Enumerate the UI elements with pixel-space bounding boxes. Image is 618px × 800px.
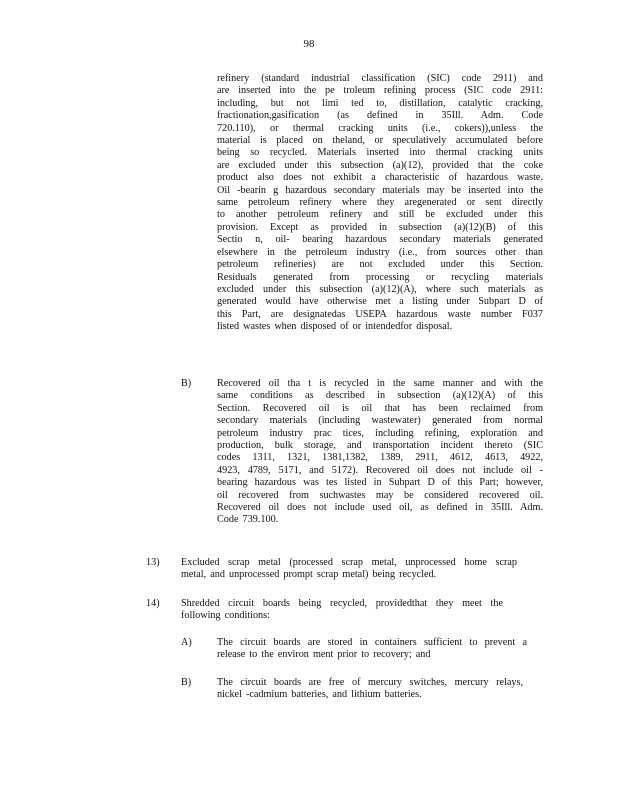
text-line: production, bulk storage, and transportation incident thereto (SIC xyxy=(217,440,543,452)
text-line: The circuit boards are free of mercury switches, mercury relays, xyxy=(217,677,523,688)
text-line: same petroleum refinery where they aregenerated or sent directly xyxy=(217,197,543,209)
text-line: fractionation,gasification (as defined in 35Ill. Adm. Code xyxy=(217,110,543,122)
text-line: petroleum industry prac tices, including refining, exploration and xyxy=(217,427,543,439)
text-line: this Part, are designatedas USEPA hazardous waste number F037 xyxy=(217,308,543,320)
text-line: including, but not limi ted to, distillation, catalytic cracking, xyxy=(217,97,543,109)
text-line: nickel -cadmium batteries, and lithium batteries. xyxy=(217,689,422,701)
text-line: are excluded under this subsection (a)(12), provided that the coke xyxy=(217,159,543,171)
text-line: Shredded circuit boards being recycled, providedthat they meet the xyxy=(181,598,503,609)
item-13-marker: 13) xyxy=(146,557,160,568)
page-number: 98 xyxy=(303,38,315,50)
text-line: product also does not exhibit a characteristic of hazardous waste. xyxy=(217,172,543,184)
text-line: Code 739.100. xyxy=(217,514,279,526)
text-line: metal, and unprocessed prompt scrap metal) being recycled. xyxy=(181,569,437,581)
text-line: oil recovered from suchwastes may be considered recovered oil. xyxy=(217,489,543,501)
text-line: bearing hazardous was tes listed in Subpart D of this Part; however, xyxy=(217,477,543,489)
text-line: The circuit boards are stored in containers sufficient to prevent a xyxy=(217,637,527,648)
text-line: Section. Recovered oil is oil that has been reclaimed from xyxy=(217,402,543,414)
item-12b-paragraph xyxy=(217,378,543,527)
text-line: same conditions as described in subsection (a)(12)(A) of this xyxy=(217,390,543,402)
item-14a-paragraph xyxy=(217,637,527,662)
item-14b-marker: B) xyxy=(181,677,192,688)
text-line: provision. Except as provided in subsection (a)(12)(B) of this xyxy=(217,221,543,233)
continuation-paragraph xyxy=(217,73,543,334)
text-line: petroleum refineries) are not excluded under this Section. xyxy=(217,259,543,271)
text-line: listed wastes when disposed of or intendedfor disposal. xyxy=(217,321,453,333)
text-line: elsewhere in the petroleum industry (i.e., from sources other than xyxy=(217,246,543,258)
text-line: release to the environ ment prior to recovery; and xyxy=(217,649,431,661)
text-line: codes 1311, 1321, 1381,1382, 1389, 2911, 4612, 4613, 4922, xyxy=(217,452,543,464)
text-line: refinery (standard industrial classification (SIC) code 2911) and xyxy=(217,73,543,84)
text-line: Sectio n, oil- bearing hazardous secondary materials generated xyxy=(217,234,543,246)
text-line: secondary materials (including wastewater) generated from normal xyxy=(217,415,543,427)
item-14b-paragraph xyxy=(217,677,523,702)
text-line: to another petroleum refinery and still be excluded under this xyxy=(217,209,543,221)
text-line: excluded under this subsection (a)(12)(A), where such materials as xyxy=(217,283,543,295)
text-line: generated would have otherwise met a listing under Subpart D of xyxy=(217,296,543,308)
text-line: Oil -bearin g hazardous secondary materials may be inserted into the xyxy=(217,184,543,196)
text-line: Residuals generated from processing or recycling materials xyxy=(217,271,543,283)
text-line: material is placed on theland, or speculatively accumulated before xyxy=(217,135,543,147)
item-14a-marker: A) xyxy=(181,637,192,648)
text-line: being so recycled. Materials inserted into thermal cracking units xyxy=(217,147,543,159)
text-line: Recovered oil tha t is recycled in the same manner and with the xyxy=(217,378,543,389)
item-14-paragraph xyxy=(181,598,503,623)
item-14-marker: 14) xyxy=(146,598,160,609)
text-line: Recovered oil does not include used oil, as defined in 35Ill. Adm. xyxy=(217,502,543,514)
item-13-paragraph xyxy=(181,557,517,582)
text-line: 4923, 4789, 5171, and 5172). Recovered oil does not include oil - xyxy=(217,464,543,476)
text-line: 720.110), or thermal cracking units (i.e., cokers)),unless the xyxy=(217,122,543,134)
text-line: following conditions: xyxy=(181,610,270,622)
text-line: are inserted into the pe troleum refining process (SIC code 2911: xyxy=(217,85,543,97)
item-12b-marker: B) xyxy=(181,378,192,389)
text-line: Excluded scrap metal (processed scrap metal, unprocessed home scrap xyxy=(181,557,517,568)
